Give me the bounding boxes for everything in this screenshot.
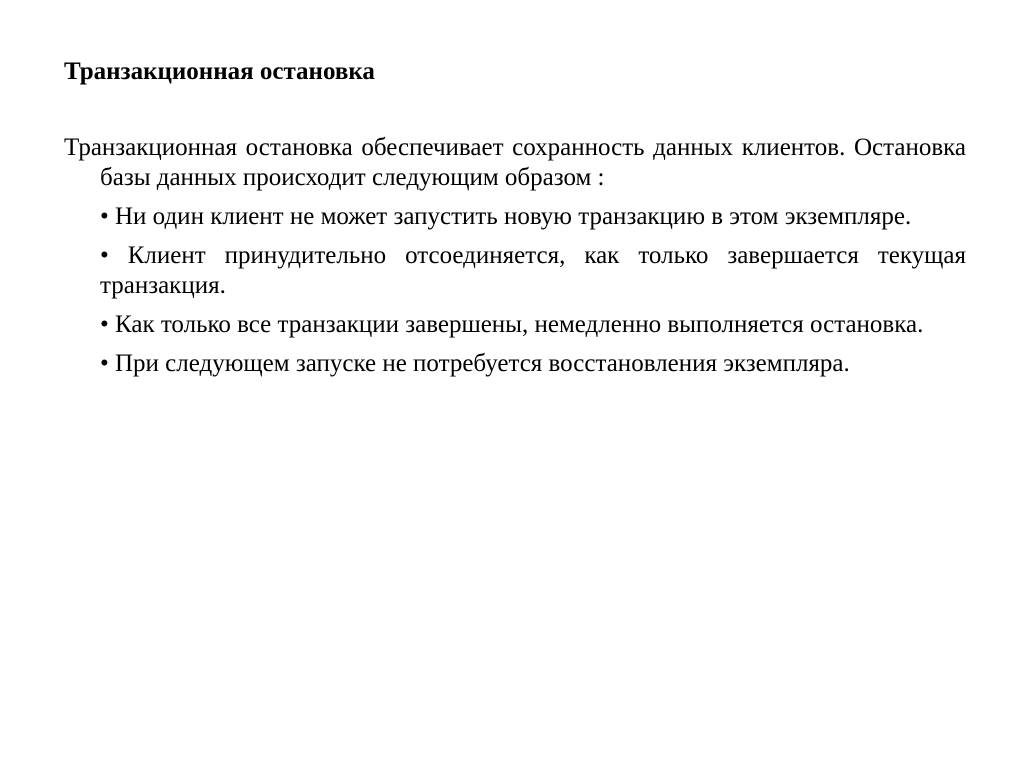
- bullet-item-client-disconnect: • Клиент принудительно отсоединяется, как только завершается текущая транзакция.: [100, 242, 966, 299]
- bullet-item-immediate-shutdown: • Как только все транзакции завершены, немедленно выполняется остановка.: [100, 311, 924, 338]
- slide-body: [64, 133, 966, 379]
- intro-paragraph: Транзакционная остановка обеспечивает сохранность данных клиентов. Остановка базы данных происходит следующим образом :: [64, 134, 966, 191]
- bullet-item-no-recovery: • При следующем запуске не потребуется восстановления экземпляра.: [100, 350, 850, 377]
- bullet-list: [64, 193, 966, 379]
- slide-title: Транзакционная остановка: [64, 58, 375, 85]
- bullet-item-new-transactions: • Ни один клиент не может запустить новую транзакцию в этом экземпляре.: [100, 203, 912, 230]
